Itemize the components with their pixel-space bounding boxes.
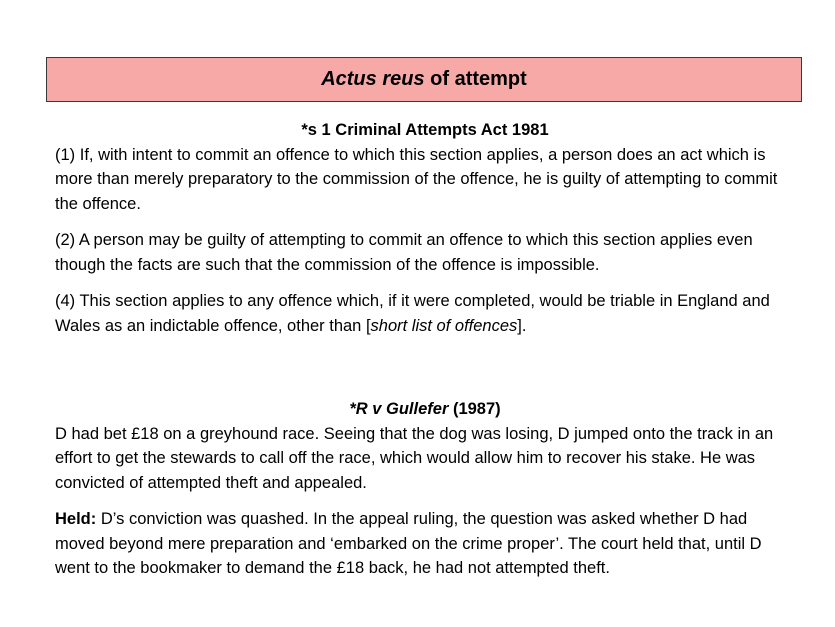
para4-italic: short list of offences <box>370 316 518 335</box>
page-title <box>46 57 802 102</box>
title-italic: Actus reus <box>321 68 425 90</box>
held-text: D’s conviction was quashed. In the appeal ruling, the question was asked whether D had moved beyond mere preparation and ‘embarked on the crime proper’. The court held that, until D went to the bookmaker to demand the £18 back, he had not attempted theft. <box>55 510 762 577</box>
statute-para-1: (1) If, with intent to commit an offence to which this section applies, a person does an act which is more than merely preparatory to the commission of the offence, he is guilty of attempting to commit the offence. <box>55 145 778 213</box>
statute-para-2: (2) A person may be guilty of attempting to commit an offence to which this section applies even though the facts are such that the commission of the offence is impossible. <box>55 231 753 274</box>
case-name: *R v Gullefer <box>349 400 449 418</box>
statute-heading: *s 1 Criminal Attempts Act 1981 <box>301 121 549 139</box>
case-held <box>55 507 795 581</box>
para4-after: ]. <box>517 316 527 335</box>
held-label: Held: <box>55 510 97 528</box>
case-heading <box>55 397 795 422</box>
statute-section <box>55 118 795 338</box>
case-year: (1987) <box>448 400 501 418</box>
para4-before: (4) This section applies to any offence which, if it were completed, would be triable in England and Wales as an indictable offence, other than [ <box>55 292 770 335</box>
title-rest: of attempt <box>424 68 527 90</box>
statute-para-4 <box>55 289 795 338</box>
case-facts: D had bet £18 on a greyhound race. Seeing that the dog was losing, D jumped onto the track in an effort to get the stewards to call off the race, which would allow him to recover his stake. He was convicted of attempted theft and appealed. <box>55 424 774 492</box>
case-section <box>55 397 795 581</box>
